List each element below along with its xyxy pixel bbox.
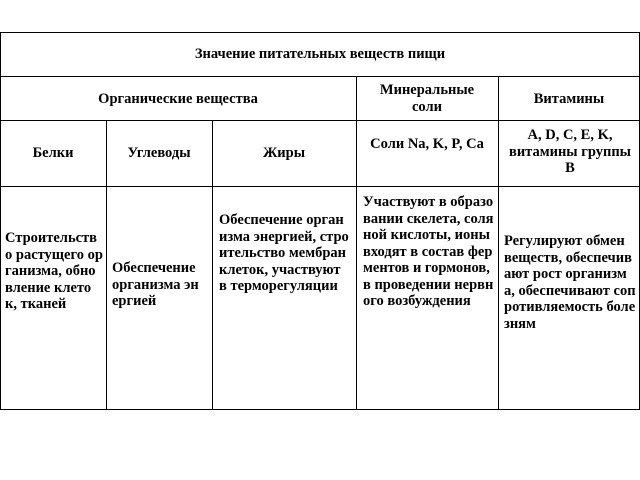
table-border-top <box>0 32 640 33</box>
table-border-bottom <box>0 409 640 410</box>
header-organic-substances: Органические вещества <box>98 91 258 107</box>
cell-proteins-function: Строительство растущего организма, обновление клеток, тканей <box>5 230 103 312</box>
subheader-salts: Соли Na, K, P, Ca <box>370 136 484 152</box>
header-mineral-salts: Минеральные соли <box>379 82 475 115</box>
row-divider-organic <box>0 120 356 121</box>
row-divider-vitamins <box>498 120 640 121</box>
cell-carbohydrates-function: Обеспечение организма энергией <box>112 260 199 309</box>
row-divider-minerals <box>356 120 498 121</box>
cell-salts-function: Участвуют в образовании скелета, соляной кислоты, ионы входят в состав ферментов и гормонов, в проведении нервного возбуждения <box>363 194 494 309</box>
row-divider-subheaders <box>0 186 640 187</box>
col-divider-proteins-carbs <box>106 120 107 410</box>
header-vitamins: Витамины <box>533 91 605 107</box>
table-border-left <box>0 32 1 410</box>
table-title: Значение питательных веществ пищи <box>194 46 446 62</box>
subheader-fats: Жиры <box>262 145 306 161</box>
subheader-carbohydrates: Углеводы <box>127 145 191 161</box>
row-divider-title <box>0 76 640 77</box>
cell-fats-function: Обеспечение организма энергией, строительство мембран клеток, участвуют в терморегуляции <box>219 212 349 294</box>
subheader-proteins: Белки <box>32 145 74 161</box>
cell-vitamins-function: Регулируют обмен веществ, обеспечивают рост организма, обеспечивают сопротивляемость болезням <box>504 233 636 332</box>
col-divider-carbs-fats <box>212 120 213 410</box>
nutrients-table <box>0 32 640 410</box>
col-divider-organic-minerals <box>356 76 357 410</box>
subheader-vitamin-list: A, D, C, E, K, витамины группы B <box>508 127 631 176</box>
col-divider-minerals-vitamins <box>498 76 499 410</box>
